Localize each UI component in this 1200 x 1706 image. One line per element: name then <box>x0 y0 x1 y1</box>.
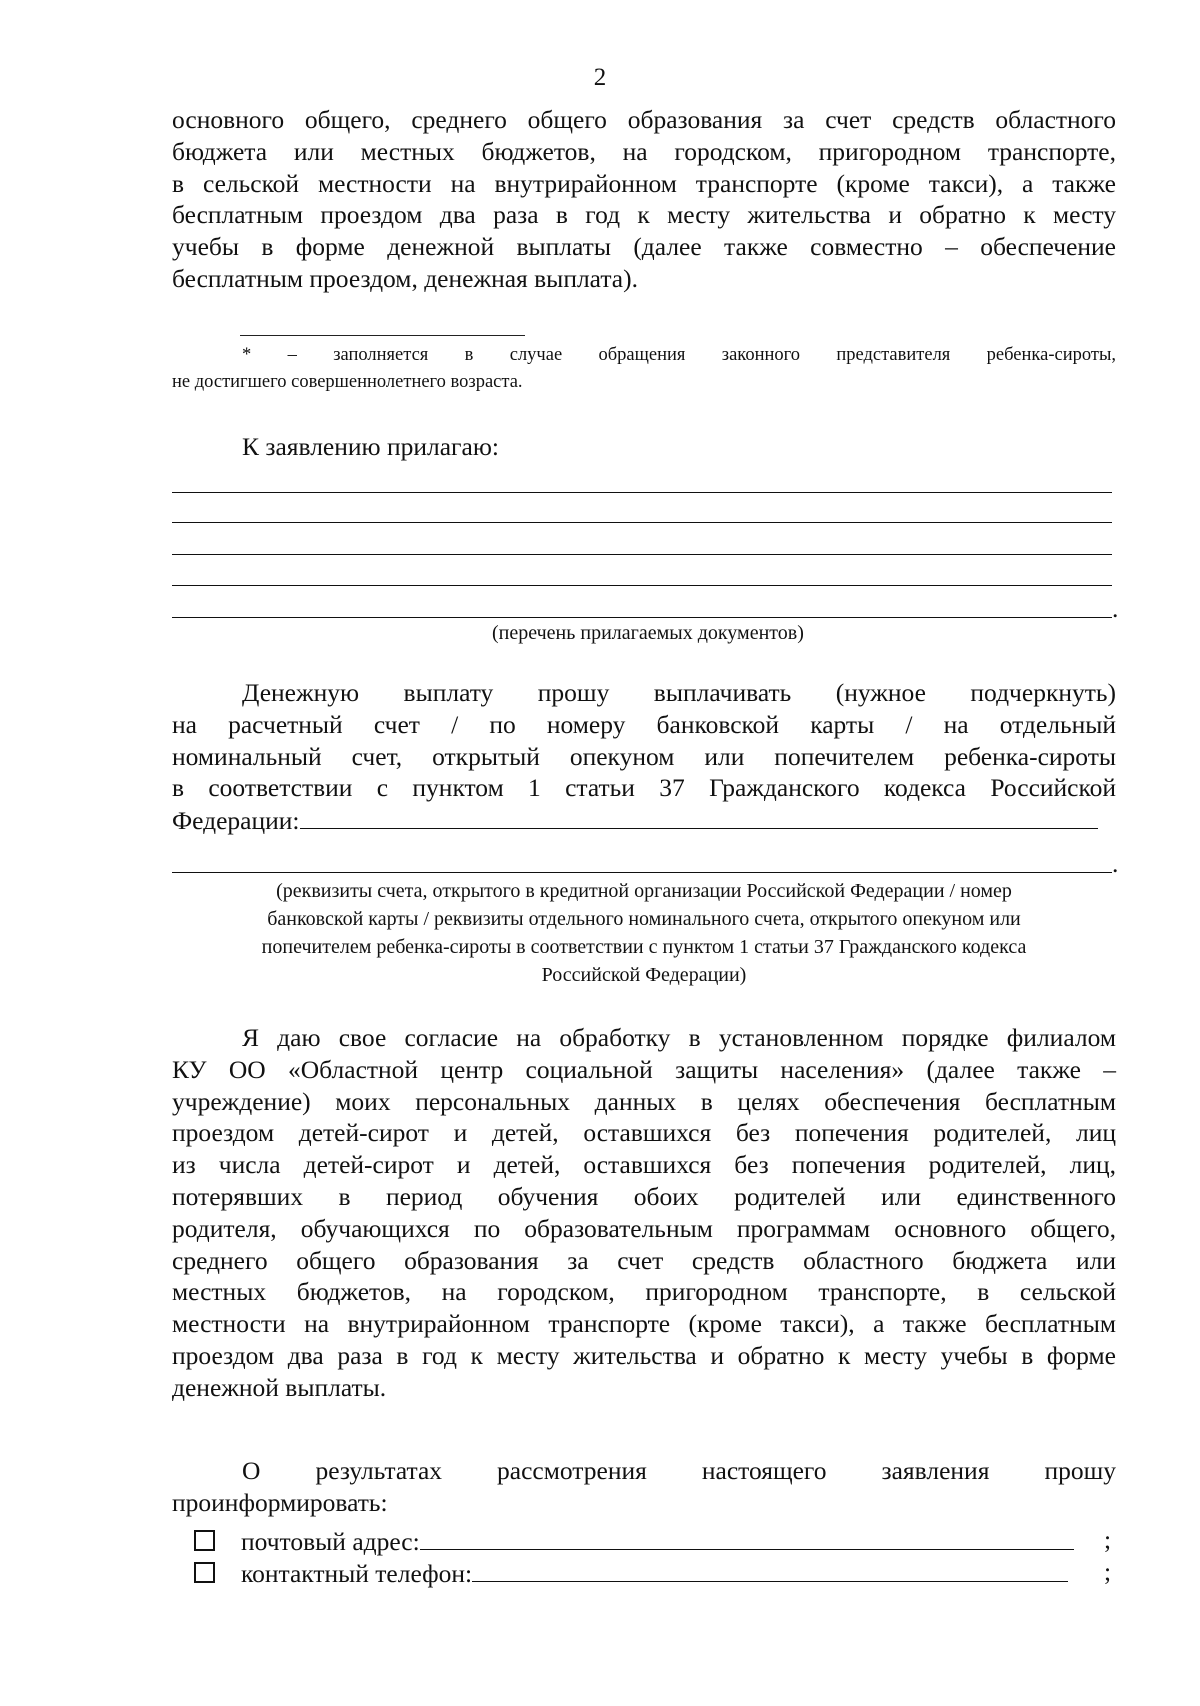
attachment-blank-line[interactable] <box>172 492 1112 493</box>
text-line: Я даю свое согласие на обработку в установленном порядке филиалом <box>242 1023 1116 1052</box>
contact-option-label: контактный телефон: <box>241 1559 473 1588</box>
text-line: учреждение) моих персональных данных в целях обеспечения бесплатным <box>172 1086 1116 1116</box>
text-line: бесплатным проездом два раза в год к месту жительства и обратно к месту <box>172 200 1116 230</box>
phone-blank[interactable] <box>472 1557 1068 1582</box>
footnote <box>172 342 1116 396</box>
text-line: в соответствии с пунктом 1 статьи 37 Гражданского кодекса Российской <box>172 773 1116 803</box>
payment-paragraph <box>172 677 1116 836</box>
contact-option-phone <box>194 1557 1068 1589</box>
text-line: родителя, обучающихся по образовательным программам основного общего, <box>172 1213 1116 1243</box>
postal-checkbox[interactable] <box>194 1530 215 1551</box>
phone-checkbox[interactable] <box>194 1562 215 1583</box>
contact-option-label: почтовый адрес: <box>241 1527 420 1556</box>
phone-terminator: ; <box>1104 1557 1112 1586</box>
attachments-heading: К заявлению прилагаю: <box>242 432 499 461</box>
text-line: потерявших в период обучения обоих родителей или единственного <box>172 1181 1116 1211</box>
postal-terminator: ; <box>1104 1525 1112 1554</box>
attachment-blank-line[interactable] <box>172 554 1112 555</box>
text-line: номинальный счет, открытый опекуном или попечителем ребенка-сироты <box>172 741 1116 771</box>
caption-line: попечителем ребенка-сироты в соответствии с пунктом 1 статьи 37 Гражданского кодекса <box>261 936 1027 958</box>
text-line: бюджета или местных бюджетов, на городском, пригородном транспорте, <box>172 136 1116 166</box>
account-terminator: . <box>1112 849 1119 878</box>
attachments-caption: (перечень прилагаемых документов) <box>492 622 804 644</box>
text-line: в сельской местности на внутрирайонном транспорте (кроме такси), а также <box>172 168 1116 198</box>
text-line: О результатах рассмотрения настоящего заявления прошу <box>242 1456 1116 1485</box>
contact-option-postal <box>194 1525 1074 1557</box>
text-line: КУ ОО «Областной центр социальной защиты населения» (далее также – <box>172 1054 1116 1084</box>
footnote-separator <box>240 335 525 336</box>
text-line: Денежную выплату прошу выплачивать (нужное подчеркнуть) <box>242 678 1116 707</box>
notify-paragraph <box>172 1455 1116 1519</box>
text-line: денежной выплаты. <box>172 1372 387 1402</box>
text-line: бесплатным проездом, денежная выплата). <box>172 263 638 293</box>
text-line: проездом два раза в год к месту жительства и обратно к месту учебы в форме <box>172 1340 1116 1370</box>
intro-paragraph <box>172 104 1116 295</box>
caption-line: Российской Федерации) <box>541 964 747 986</box>
text-line: среднего общего образования за счет средств областного бюджета или <box>172 1245 1116 1275</box>
attachment-blank-line[interactable] <box>172 585 1112 586</box>
text-line: на расчетный счет / по номеру банковской карты / на отдельный <box>172 709 1116 739</box>
account-details-blank[interactable] <box>300 804 1098 829</box>
footnote-line: не достигшего совершеннолетнего возраста. <box>172 372 523 392</box>
text-line: проинформировать: <box>172 1487 388 1517</box>
postal-address-blank[interactable] <box>420 1525 1074 1550</box>
account-caption <box>172 877 1116 989</box>
text-line: местности на внутрирайонном транспорте (кроме такси), а также бесплатным <box>172 1309 1116 1339</box>
account-details-blank-line[interactable] <box>172 872 1112 873</box>
attachment-terminator: . <box>1112 594 1119 623</box>
text-line <box>172 804 1116 836</box>
attachment-blank-line[interactable] <box>172 617 1112 618</box>
text-line: из числа детей-сирот и детей, оставшихся без попечения родителей, лиц, <box>172 1150 1116 1180</box>
page-number: 2 <box>593 64 607 91</box>
consent-paragraph <box>172 1022 1116 1404</box>
text-line: местных бюджетов, на городском, пригородном транспорте, в сельской <box>172 1277 1116 1307</box>
account-label: Федерации: <box>172 806 300 836</box>
text-line: проездом детей-сирот и детей, оставшихся без попечения родителей, лиц <box>172 1118 1116 1148</box>
text-line: основного общего, среднего общего образования за счет средств областного <box>172 105 1116 134</box>
text-line: учебы в форме денежной выплаты (далее также совместно – обеспечение <box>172 232 1116 262</box>
caption-line: банковской карты / реквизиты отдельного номинального счета, открытого опекуном или <box>267 908 1021 930</box>
caption-line: (реквизиты счета, открытого в кредитной организации Российской Федерации / номер <box>276 880 1012 902</box>
footnote-line: * – заполняется в случае обращения законного представителя ребенка-сироты, <box>242 345 1116 365</box>
attachment-blank-line[interactable] <box>172 522 1112 523</box>
